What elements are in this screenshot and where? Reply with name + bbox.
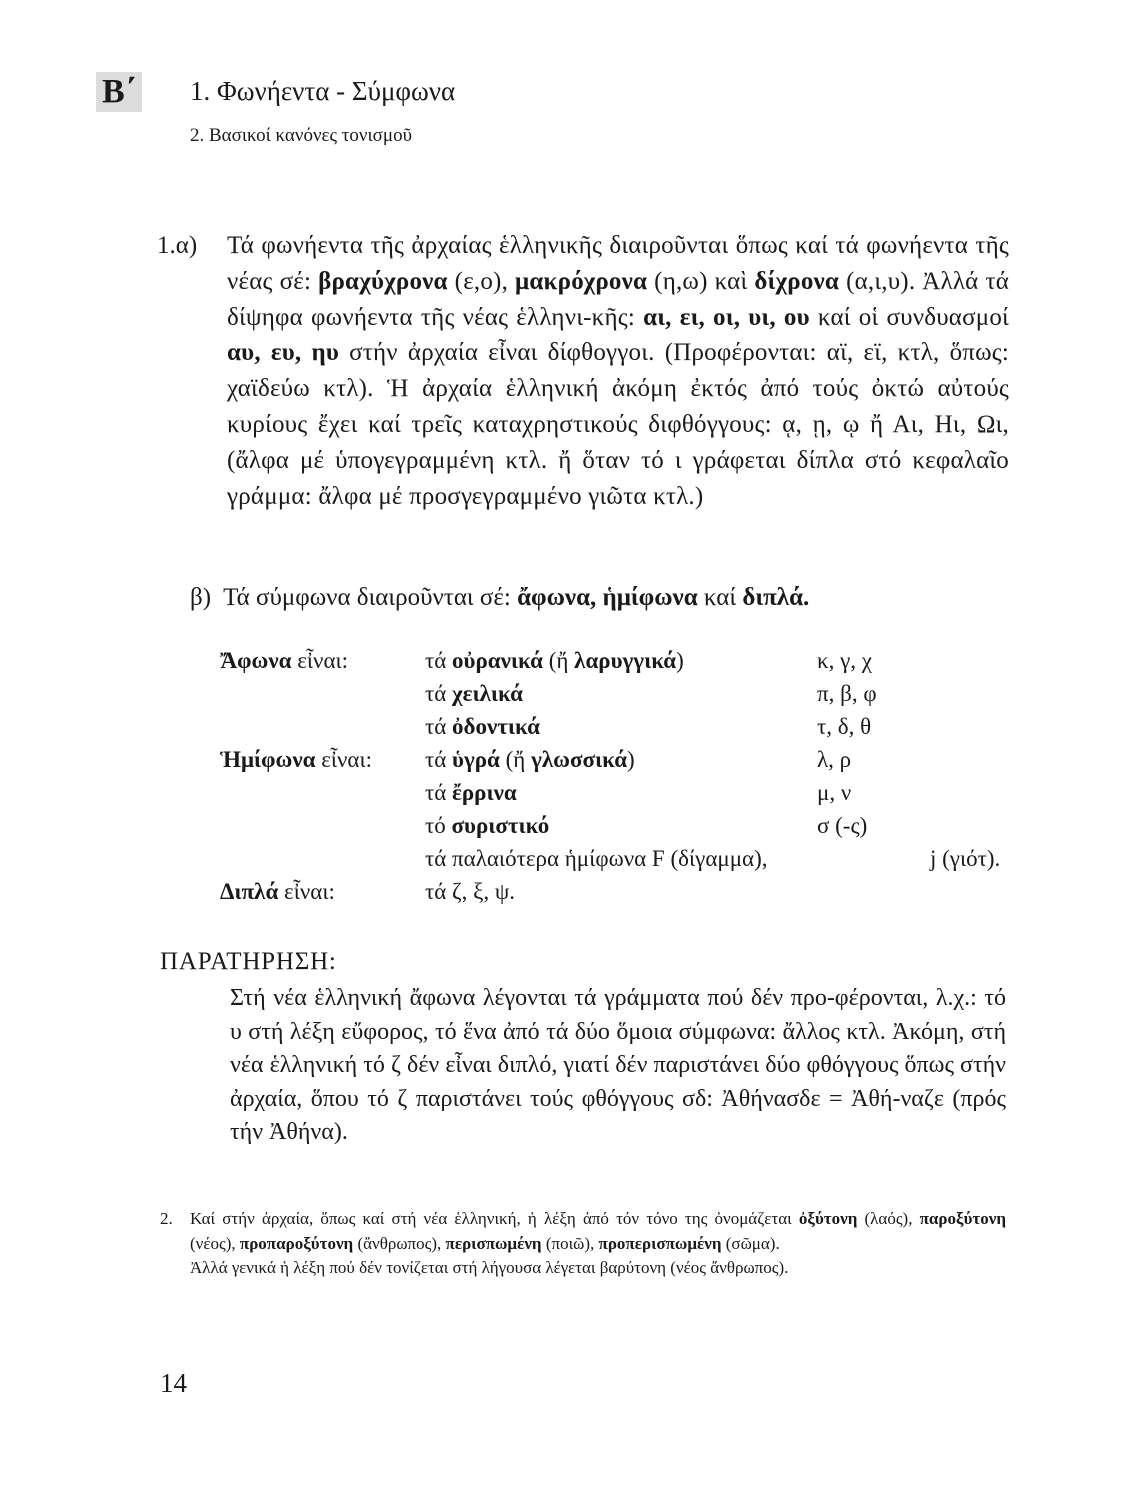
text-run: Καί στήν ἀρχαία, ὅπως καί στή νέα ἑλληνική, ἡ λέξη ἀπό τόν τόνο της ὀνομάζεται [190, 1209, 799, 1228]
footnote [160, 1207, 1006, 1281]
term-digraphs: αι, ει, οι, υι, ου [643, 303, 810, 331]
letters: σ (-ς) [817, 813, 868, 838]
place-name: ἔρρινα [452, 780, 517, 805]
term-short-vowels: βραχύχρονα [318, 267, 448, 295]
term-paroxytone: παροξύτονη [919, 1209, 1006, 1228]
term-oxytone: ὀξύτονη [798, 1209, 858, 1228]
chapter-badge: Β΄ [96, 72, 142, 112]
group-suffix: εἶναι: [291, 648, 349, 673]
letters: π, β, φ [817, 681, 877, 706]
letters: τ, δ, θ [817, 714, 872, 739]
group-name: Ἄφωνα [220, 648, 292, 673]
text-run: καί [697, 584, 743, 611]
alt-name: γλωσσικά [531, 747, 628, 772]
text-run: (σῶμα). [721, 1233, 780, 1253]
term-proparoxytone: προπαροξύτονη [239, 1233, 354, 1253]
footnote-text [190, 1207, 1006, 1281]
letters: κ, γ, χ [817, 648, 872, 673]
text-run: (λαός), [857, 1209, 920, 1228]
article: τά [425, 648, 447, 673]
text-run: (ποιῶ), [541, 1233, 599, 1253]
text-run: (ἤ [499, 747, 532, 772]
text-run: Ἀλλά γενικά ἡ λέξη πού δέν τονίζεται στή λήγουσα λέγεται βαρύτονη (νέος ἄνθρωπος). [190, 1258, 789, 1277]
section-consonants-intro [190, 580, 809, 615]
article: τά [425, 681, 447, 706]
place-name: οὐρανικά [452, 648, 543, 673]
text-run: στήν ἀρχαία εἶναι δίφθογγοι. (Προφέρονται: αϊ, εϊ, κτλ, ὅπως: χαϊδεύω κτλ). Ἡ ἀρχαία ἑλληνική ἀκόμη ἐκτός ἀπό τούς ὀκτώ αὐτούς κυρίους ἔχει καί τρεῖς καταχρηστικούς διφθόγγους: ᾳ, ῃ, ῳ ἤ Αι, Ηι, Ωι, (ἄλφα μέ ὑπογεγραμμένη κτλ. ἤ ὅταν τό ι γράφεται δίπλα στό κεφαλαῖο γράμμα: ἄλφα μέ προσγεγραμμένο γιῶτα κτλ.) [227, 339, 1009, 510]
note-paragraph: Στή νέα ἑλληνική ἄφωνα λέγονται τά γράμματα πού δέν προ-φέρονται, λ.χ.: τό υ στή λέξη εὔφορος, τό ἕνα ἀπό τά δύο ὅμοια σύμφωνα: ἄλλος κτλ. Ἀκόμη, στή νέα ἑλληνική τό ζ δέν εἶναι διπλό, γιατί δέν παριστάνει δύο φθόγγους ὅπως στήν ἀρχαία, ὅπου τό ζ παριστάνει τούς φθόγγους σδ: Ἀθήνασδε = Ἀθή-ναζε (πρός τήν Ἀθήνα). [230, 985, 1006, 1145]
double-letters: τά ζ, ξ, ψ. [425, 879, 515, 904]
text-run: ) [627, 747, 635, 772]
footnote-number: 2. [160, 1209, 173, 1228]
article: τά [425, 747, 447, 772]
older-semivowels: τά παλαιότερα ἡμίφωνα F (δίγαμμα), [425, 846, 768, 871]
place-name: ὑγρά [452, 747, 500, 772]
term-long-vowels: μακρόχρονα [515, 267, 648, 295]
article: τό [425, 813, 446, 838]
text-run: (α,ι,υ). Ἀλλά τά δίψηφα φωνήεντα τῆς νέας ἑλληνι-κῆς: [227, 267, 1009, 331]
toc-item-accent-rules: 2. Βασικοί κανόνες τονισμοῦ [190, 125, 412, 146]
term-properispomenon: προπερισπωμένη [598, 1233, 722, 1253]
term-double: διπλά. [742, 584, 810, 611]
group-name: Διπλά [220, 879, 279, 904]
term-perispomenon: περισπωμένη [445, 1233, 542, 1253]
text-run: Τά σύμφωνα διαιροῦνται σέ: [223, 584, 518, 611]
section-vowels [157, 228, 1009, 514]
place-name: ὀδοντικά [452, 714, 540, 739]
text-run: ) [676, 648, 684, 673]
section-label: β) [190, 584, 212, 611]
text-run: (ἄνθρωπος), [353, 1233, 446, 1253]
term-aphona-hemiphona: ἄφωνα, ἡμίφωνα [517, 584, 698, 611]
alt-name: λαρυγγικά [574, 648, 677, 673]
place-name: χειλικά [452, 681, 524, 706]
term-combinations: αυ, ευ, ηυ [227, 339, 340, 367]
letters: λ, ρ [817, 747, 852, 772]
article: τά [425, 780, 447, 805]
text-run: (νέος), [190, 1233, 240, 1253]
text-run: (ἤ [542, 648, 575, 673]
text-run: καί οἱ συνδυασμοί [809, 303, 1009, 331]
note-title: ΠΑΡΑΤΗΡΗΣΗ: [160, 948, 337, 975]
article: τά [425, 714, 447, 739]
section-label: 1.α) [157, 232, 198, 259]
group-name: Ἡμίφωνα [220, 747, 316, 772]
page-number: 14 [160, 1368, 187, 1398]
toc-item-vowels-consonants: 1. Φωνήεντα - Σύμφωνα [190, 76, 456, 106]
group-suffix: εἶναι: [315, 747, 373, 772]
term-dichrona: δίχρονα [754, 267, 840, 295]
text-run: (ε,ο), [447, 267, 516, 295]
yot: j (γιότ). [930, 846, 1001, 871]
text-run: (η,ω) καὶ [647, 267, 755, 295]
letters: μ, ν [817, 780, 852, 805]
place-name: συριστικό [451, 813, 550, 838]
vowels-paragraph [227, 228, 1009, 514]
text-run: Τά φωνήεντα τῆς ἀρχαίας ἑλληνικῆς διαιροῦνται ὅπως καί τά φωνήεντα τῆς νέας σέ: [227, 232, 1009, 295]
group-suffix: εἶναι: [278, 879, 335, 904]
